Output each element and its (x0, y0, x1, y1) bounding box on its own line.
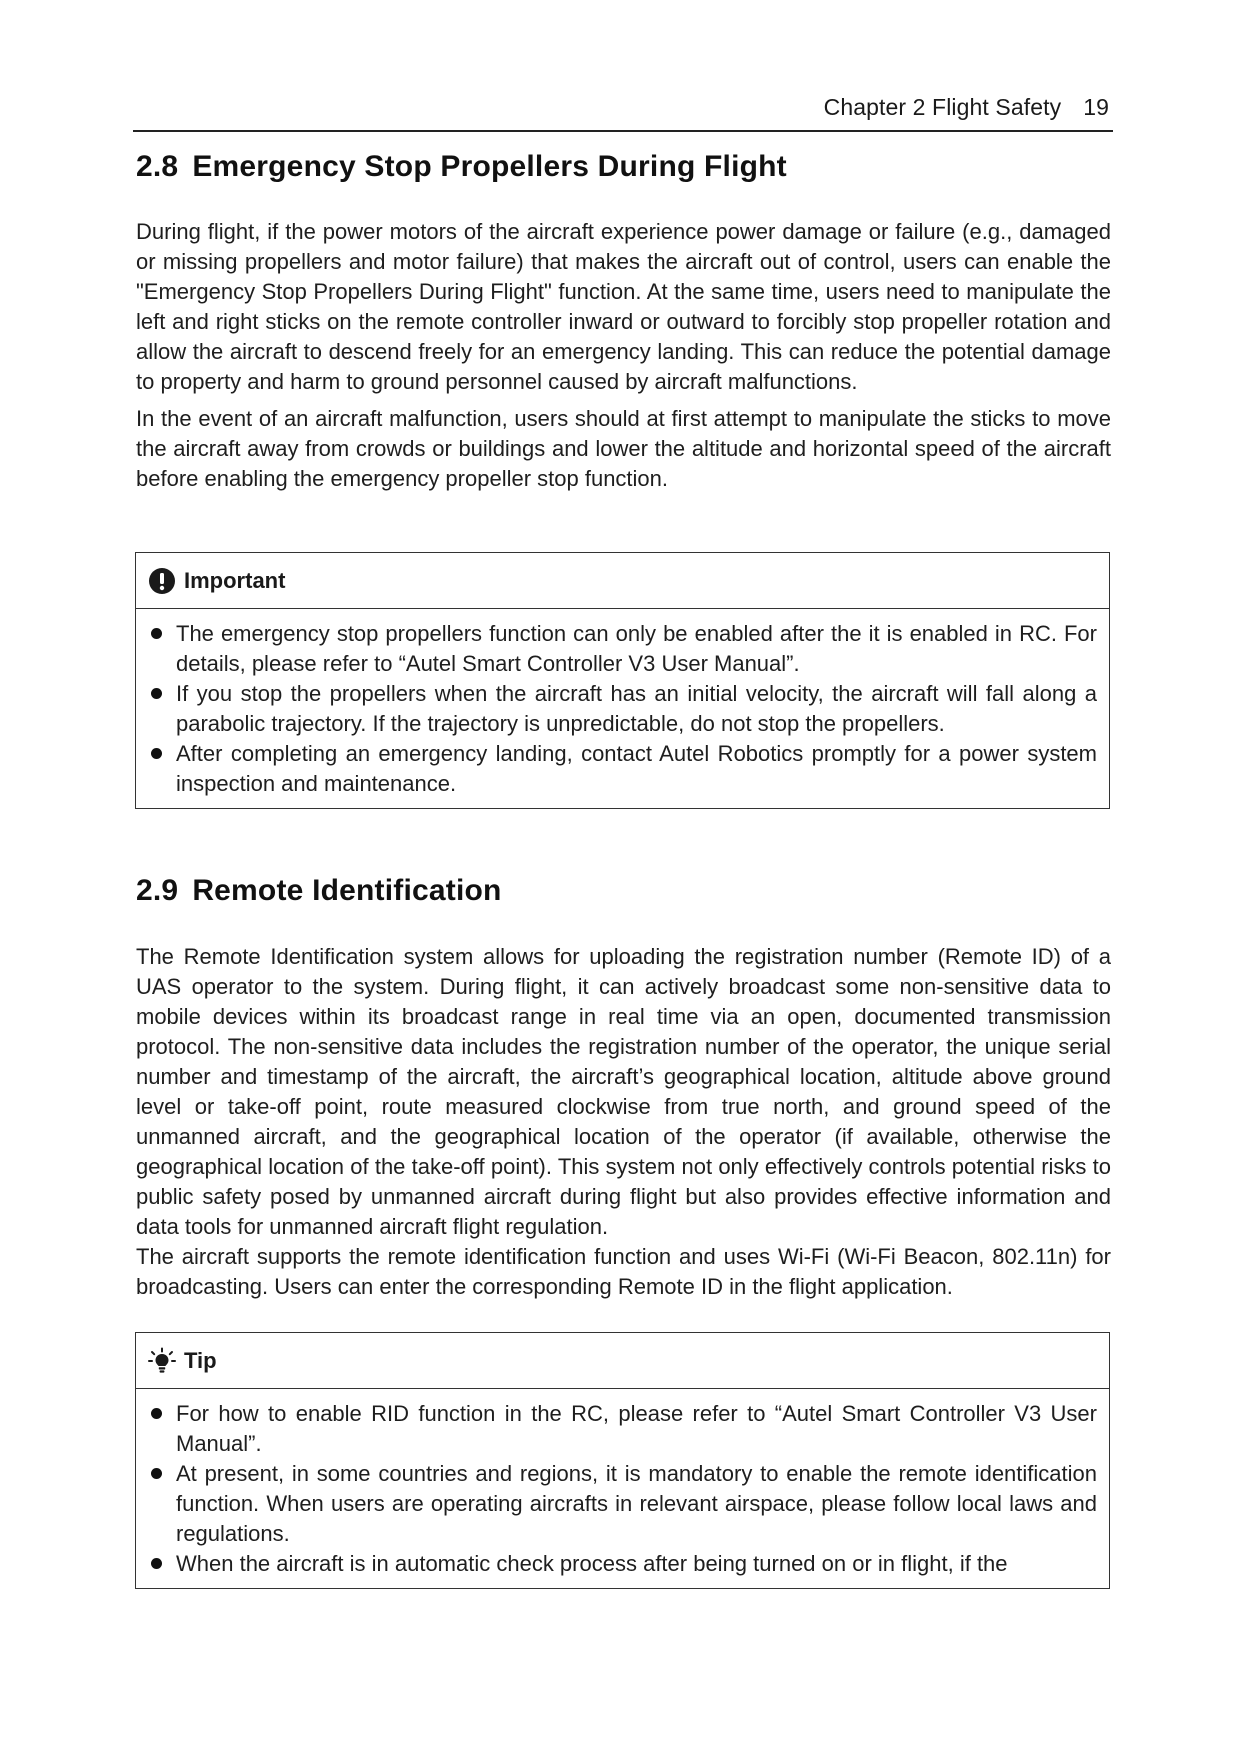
list-item (148, 619, 1097, 679)
paragraph: The Remote Identification system allows for uploading the registration number (Remote ID) of a UAS operator to the system. During flight, it can actively broadcast some non-sensitive data to mobile devices within its broadcast range in real time via an open, documented transmission protocol. The non-sensitive data includes the registration number of the operator, the unique serial number and timestamp of the aircraft, the aircraft’s geographical location, altitude above ground level or take-off point, route measured clockwise from true north, and ground speed of the unmanned aircraft, and the geographical location of the operator (if available, otherwise the geographical location of the take-off point). This system not only effectively controls potential risks to public safety posed by unmanned aircraft during flight but also provides effective information and data tools for unmanned aircraft flight regulation. (136, 944, 1111, 1239)
callout-list (136, 1389, 1109, 1588)
page-number: 19 (1083, 94, 1109, 120)
tip-callout (135, 1332, 1110, 1589)
section-number: 2.8 (136, 150, 179, 183)
lightbulb-icon (148, 1347, 176, 1375)
section-heading-2-9 (136, 874, 502, 908)
section-title: Emergency Stop Propellers During Flight (192, 150, 787, 183)
section-2-9-body (136, 942, 1111, 1302)
list-item-text: After completing an emergency landing, contact Autel Robotics promptly for a power system inspection and maintenance. (176, 741, 1097, 796)
bullet-icon (151, 628, 162, 639)
callout-label: Tip (184, 1347, 217, 1373)
list-item-text: The emergency stop propellers function can only be enabled after the it is enabled in RC. For details, please refer to “Autel Smart Controller V3 User Manual”. (176, 621, 1097, 676)
list-item (148, 679, 1097, 739)
exclamation-icon (148, 567, 176, 595)
list-item-text: When the aircraft is in automatic check process after being turned on or in flight, if the (176, 1551, 1008, 1576)
list-item (148, 1459, 1097, 1549)
list-item (148, 739, 1097, 799)
important-callout (135, 552, 1110, 809)
bullet-icon (151, 748, 162, 759)
bullet-icon (151, 1408, 162, 1419)
section-title: Remote Identification (192, 874, 502, 907)
callout-label: Important (184, 567, 286, 593)
paragraph: The aircraft supports the remote identification function and uses Wi-Fi (Wi-Fi Beacon, 802.11n) for broadcasting. Users can enter the corresponding Remote ID in the flight application. (136, 1244, 1111, 1299)
bullet-icon (151, 1468, 162, 1479)
list-item-text: For how to enable RID function in the RC, please refer to “Autel Smart Controller V3 User Manual”. (176, 1401, 1097, 1456)
bullet-icon (151, 1558, 162, 1569)
list-item-text: If you stop the propellers when the aircraft has an initial velocity, the aircraft will fall along a parabolic trajectory. If the trajectory is unpredictable, do not stop the propellers. (176, 681, 1097, 736)
paragraph: In the event of an aircraft malfunction, users should at first attempt to manipulate the sticks to move the aircraft away from crowds or buildings and lower the altitude and horizontal speed of the aircraft before enabling the emergency propeller stop function. (136, 406, 1111, 491)
list-item-text: At present, in some countries and regions, it is mandatory to enable the remote identification function. When users are operating aircrafts in relevant airspace, please follow local laws and regulations. (176, 1461, 1097, 1546)
running-header (133, 92, 1113, 132)
chapter-title: Chapter 2 Flight Safety (823, 94, 1062, 120)
header-text (824, 94, 1109, 121)
callout-list (136, 609, 1109, 808)
section-2-8-body (136, 217, 1111, 501)
callout-header (136, 1333, 1109, 1389)
section-number: 2.9 (136, 874, 179, 907)
paragraph: During flight, if the power motors of the aircraft experience power damage or failure (e.g., damaged or missing propellers and motor failure) that makes the aircraft out of control, users can enable the "Emergency Stop Propellers During Flight" function. At the same time, users need to manipulate the left and right sticks on the remote controller inward or outward to forcibly stop propeller rotation and allow the aircraft to descend freely for an emergency landing. This can reduce the potential damage to property and harm to ground personnel caused by aircraft malfunctions. (136, 219, 1111, 394)
list-item (148, 1399, 1097, 1459)
callout-header (136, 553, 1109, 609)
list-item (148, 1549, 1097, 1579)
bullet-icon (151, 688, 162, 699)
section-heading-2-8 (136, 150, 787, 184)
